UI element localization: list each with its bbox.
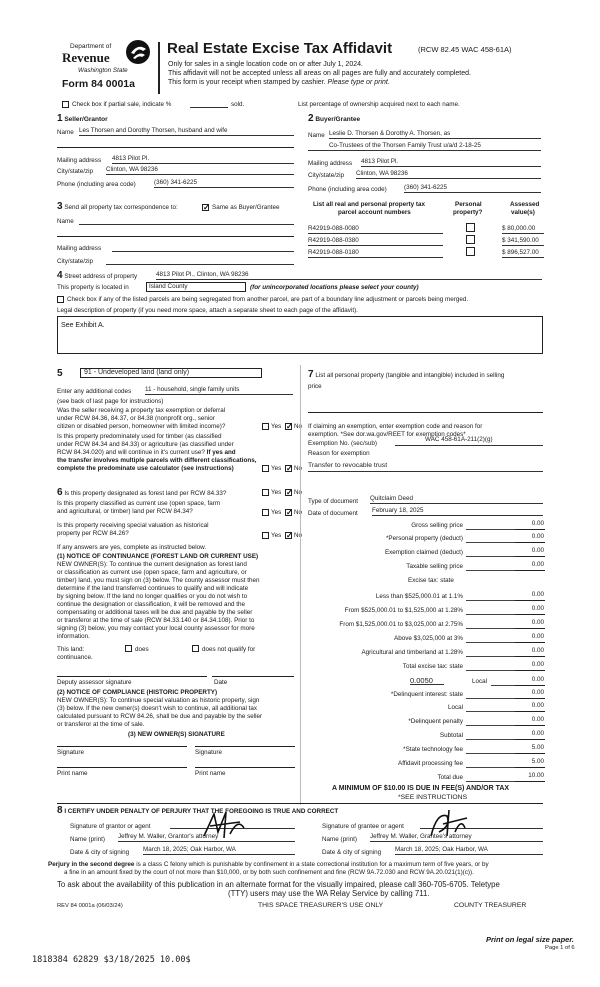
section-7-number: 7	[308, 369, 314, 380]
exemption-q-3: citizen or disabled person, homeowner with limited income)?	[57, 423, 226, 430]
local-tax-underline	[515, 685, 545, 686]
excise-row-label: From $525,000.01 to $1,525,000 at 1.28%	[344, 607, 463, 614]
seller-city-field[interactable]: Clinton, WA 98236	[106, 166, 294, 175]
sec7-text-1: List all personal property (tangible and intangible) included in selling	[315, 372, 505, 379]
local-rate-field[interactable]: 0.0050	[410, 676, 444, 685]
sec7-text-2: price	[308, 383, 322, 390]
street-label: Street address of property	[64, 273, 138, 280]
excise-row-label: Total excise tax: state	[402, 663, 463, 670]
excise-row-label: Agricultural and timberland at 1.28%	[361, 649, 463, 656]
buyer-phone-label: Phone (including area code)	[308, 186, 387, 193]
parcel-value-field[interactable]: $ 341,590.00	[502, 237, 544, 246]
deputy-sig-label: Deputy assessor signature	[57, 679, 132, 686]
subtitle-3-text: This form is your receipt when stamped by cashier.	[168, 79, 326, 86]
uninc-note: (for unincorporated locations please select your county)	[250, 284, 419, 291]
seller-name-field[interactable]: Les Thorsen and Dorothy Thorsen, husband and wife	[79, 127, 294, 136]
exemption-no-checkbox[interactable]	[285, 423, 292, 430]
timber-yes-label: Yes	[271, 465, 282, 472]
deputy-date-line	[212, 676, 294, 677]
fee-row-label: *State technology fee	[403, 746, 463, 753]
excise-row-value[interactable]: 0.00	[531, 647, 544, 654]
notice-1-line: or classification as current use (open space, farm and agriculture, or	[57, 569, 247, 576]
tax-row-label: Exemption claimed (deduct)	[384, 549, 463, 556]
fee-row-underline	[515, 753, 545, 754]
legal-desc-value: See Exhibit A.	[61, 322, 105, 329]
subtitle-2: This affidavit will not be accepted unless all areas on all pages are fully and accurately completed.	[168, 70, 471, 77]
local-rate-label: Local	[472, 678, 488, 685]
doc-type-label: Type of document	[308, 498, 359, 505]
buyer-city-label: City/state/zip	[308, 172, 345, 179]
current-use-q-1: Is this property classified as current use (open space, farm	[57, 500, 221, 507]
tax-row-leader	[466, 542, 516, 543]
see-instructions: *SEE INSTRUCTIONS	[398, 794, 468, 801]
subtitle-1: Only for sales in a single location code on or after July 1, 2024.	[168, 61, 363, 68]
form-title: Real Estate Excise Tax Affidavit	[167, 40, 393, 57]
fee-row-leader	[466, 753, 516, 754]
section-1-number: 1	[57, 113, 63, 124]
parcel-number-field[interactable]: R42919-088-0080	[308, 225, 443, 234]
partial-sale-label: Check box if partial sale, indicate %	[72, 101, 172, 108]
grantor-name-label: Name (print)	[70, 836, 105, 843]
treasurer-use: THIS SPACE TREASURER'S USE ONLY	[258, 902, 384, 909]
notice-2-line: or transferor at the time of sale.	[57, 721, 145, 728]
owner-sig-line-1	[57, 746, 187, 747]
tax-row-leader	[466, 556, 516, 557]
seller-name-line-2	[57, 147, 294, 148]
grantee-sig-label: Signature of grantee or agent	[322, 823, 404, 830]
rev-number: REV 84 0001a (06/03/24)	[57, 903, 123, 909]
land-does-not-checkbox[interactable]	[192, 645, 199, 652]
grantor-date-field[interactable]: March 18, 2025; Oak Harbor, WA	[143, 846, 295, 855]
owner-sig-line-2	[195, 746, 295, 747]
partial-percent-field[interactable]	[190, 101, 228, 108]
tax-row-underline	[515, 570, 545, 571]
tax-row-value[interactable]: 0.00	[531, 533, 544, 540]
exemption-no-label: No	[294, 423, 303, 430]
fee-row-leader	[466, 767, 516, 768]
form-number: Form 84 0001a	[62, 78, 135, 90]
excise-row-leader	[466, 614, 516, 615]
parcel-personal-checkbox[interactable]	[466, 235, 475, 244]
tax-row-value[interactable]: 0.00	[531, 520, 544, 527]
timber-no-checkbox[interactable]	[285, 465, 292, 472]
owner-print-label-1: Print name	[57, 770, 88, 777]
seller-mail-label: Mailing address	[57, 157, 102, 164]
column-divider	[300, 365, 301, 805]
owner-sig-label-2: Signature	[195, 749, 222, 756]
tax-row-label: Gross selling price	[411, 522, 463, 529]
notice-2-line: calculated pursuant to RCW 84.26, shall be due and payable by the seller	[57, 713, 263, 720]
located-label: This property is located in	[57, 284, 129, 291]
notice-1-line: or transferor at the time of sale (RCW 84.33.140 or 84.34.108). Prior to	[57, 617, 255, 624]
section-8-number: 8	[57, 805, 63, 816]
exempt-text-2: exemption. *See dor.wa.gov/REET for exemption codes*	[308, 431, 466, 438]
fee-row-underline	[515, 725, 545, 726]
current-use-no-label: No	[294, 509, 303, 516]
fee-row-value[interactable]: 0.00	[531, 689, 544, 696]
notice-1-line: by signing below. If the land no longer qualifies or you do not wish to	[57, 593, 248, 600]
timber-q-4: the transfer involves multiple parcels with different classifications,	[57, 457, 257, 464]
notice-1-line: determine if the land transferred continues to qualify and will indicate	[57, 585, 249, 592]
tax-row-leader	[466, 529, 516, 530]
grantee-date-field[interactable]: March 18, 2025; Oak Harbor, WA	[395, 846, 543, 855]
excise-row-underline	[515, 614, 545, 615]
personal-property-line	[308, 412, 543, 413]
grantee-date-label: Date & city of signing	[322, 849, 382, 856]
excise-row-value[interactable]: 0.00	[531, 591, 544, 598]
exemption-yes-checkbox[interactable]	[262, 423, 269, 430]
same-as-buyer-label: Same as Buyer/Grantee	[212, 204, 280, 211]
page-number: Page 1 of 6	[545, 945, 575, 951]
fee-row-underline	[515, 767, 545, 768]
alt-format-1: To ask about the availability of this publication in an alternate format for the visually impaired, please call 360-705-6705. Teletype	[57, 880, 500, 889]
segregated-label: Check box if any of the listed parcels are being segregated from another parcel, are part of a boundary line adjustment or parcels being merged.	[67, 296, 469, 303]
legal-size-note: Print on legal size paper.	[486, 935, 574, 944]
perjury-bold: Perjury in the second degree	[48, 861, 135, 868]
historic-yes-label: Yes	[271, 532, 282, 539]
forest-yes-label: Yes	[271, 489, 282, 496]
buyer-mail-label: Mailing address	[308, 160, 353, 167]
street-address-field[interactable]: 4813 Pilot Pl., Clinton, WA 98236	[156, 271, 542, 280]
forest-yes-checkbox[interactable]	[262, 489, 269, 496]
excise-row-label: Less than $525,000.01 at 1.1%	[375, 593, 463, 600]
excise-row-label: From $1,525,000.01 to $3,025,000 at 2.75%	[339, 621, 463, 628]
historic-no-checkbox[interactable]	[285, 532, 292, 539]
sec8-certify	[57, 805, 338, 816]
excise-row-underline	[515, 670, 545, 671]
forest-no-checkbox[interactable]	[285, 489, 292, 496]
buyer-phone-field[interactable]: (360) 341-6225	[404, 184, 541, 193]
continuance-label: continuance.	[57, 654, 93, 661]
fee-row-underline	[515, 739, 545, 740]
grantor-sig-label: Signature of grantor or agent	[70, 823, 151, 830]
notice-1-title: (1) NOTICE OF CONTINUANCE (FOREST LAND OR CURRENT USE)	[57, 553, 259, 560]
notice-1-line: signing (3) below, you may contact your local county assessor for more	[57, 625, 255, 632]
sec6-q1	[57, 487, 226, 498]
current-use-yes-checkbox[interactable]	[262, 509, 269, 516]
tax-row-leader	[466, 570, 516, 571]
tax-row-underline	[515, 542, 545, 543]
buyer-name-field-2[interactable]: Co-Trustees of the Thorsen Family Trust u/a/d 2-18-25	[308, 142, 541, 151]
section-4-number: 4	[57, 270, 63, 281]
revenue-logo-icon	[125, 39, 151, 65]
sec3-heading	[57, 201, 178, 212]
dept-of-text: Department of	[70, 43, 112, 50]
fee-row-value[interactable]: 5.00	[531, 744, 544, 751]
fee-row-value[interactable]: 5.00	[531, 758, 544, 765]
header-divider	[158, 42, 160, 94]
parcels-header-3a: Assessed	[510, 201, 540, 208]
state-text: Washington State	[78, 67, 128, 74]
seller-heading	[57, 113, 108, 124]
minimum-note: A MINIMUM OF $10.00 IS DUE IN FEE(S) AND/OR TAX	[332, 785, 510, 792]
historic-yes-checkbox[interactable]	[262, 532, 269, 539]
deputy-date-label: Date	[214, 679, 228, 686]
historic-q-2: property per RCW 84.26?	[57, 530, 129, 537]
parcel-personal-checkbox[interactable]	[466, 247, 475, 256]
excise-row-underline	[515, 628, 545, 629]
seller-mail-field[interactable]: 4813 Pilot Pl.	[112, 155, 294, 164]
doc-date-field[interactable]: February 18, 2025	[372, 507, 543, 516]
grantee-name-label: Name (print)	[322, 836, 357, 843]
fee-row-leader	[466, 781, 516, 782]
parcel-value-field[interactable]: $ 896,527.00	[502, 249, 544, 258]
tax-row-underline	[515, 556, 545, 557]
ownership-note: List percentage of ownership acquired next to each name.	[298, 101, 460, 108]
fee-row-underline	[515, 698, 545, 699]
sec3-text: Send all property tax correspondence to:	[64, 204, 178, 211]
certify-text: I CERTIFY UNDER PENALTY OF PERJURY THAT THE FOREGOING IS TRUE AND CORRECT	[64, 808, 339, 815]
buyer-heading	[308, 113, 360, 124]
owner-sig-label-1: Signature	[57, 749, 84, 756]
this-land-label: This land:	[57, 646, 85, 653]
fee-row-value[interactable]: 0.00	[531, 716, 544, 723]
fee-row-value[interactable]: 10.00	[528, 772, 544, 779]
exempt-no-label: Exemption No. (sec/sub)	[308, 440, 377, 447]
forest-no-label: No	[294, 489, 303, 496]
see-back-note: (see back of last page for instructions)	[57, 398, 164, 405]
same-as-buyer-checkbox[interactable]	[202, 204, 209, 211]
parcels-header-2b: property?	[453, 209, 483, 216]
exempt-text-1: If claiming an exemption, enter exemption code and reason for	[308, 423, 483, 430]
seller-phone-label: Phone (including area code)	[57, 181, 136, 188]
sec3-mail-label: Mailing address	[57, 245, 102, 252]
legal-desc-field[interactable]	[57, 316, 543, 354]
parcels-header-1b: parcel account numbers	[338, 209, 411, 216]
buyer-heading-text: Buyer/Grantee	[315, 116, 361, 123]
county-treasurer: COUNTY TREASURER	[454, 902, 527, 909]
excise-row-underline	[515, 600, 545, 601]
timber-yes-checkbox[interactable]	[262, 465, 269, 472]
sec3-city-label: City/state/zip	[57, 258, 94, 265]
land-does-checkbox[interactable]	[125, 645, 132, 652]
excise-row-value[interactable]: 0.00	[531, 661, 544, 668]
section-3-number: 3	[57, 201, 63, 212]
sec3-city-field[interactable]	[106, 256, 294, 265]
addl-codes-field[interactable]: 11 - household, single family units	[145, 386, 293, 395]
alt-format-2: (TTY) users may use the WA Relay Service by calling 711.	[228, 889, 430, 898]
local-leader	[491, 685, 516, 686]
timber-no-label: No	[294, 465, 303, 472]
sec7-text	[308, 369, 504, 380]
excise-tax-label: Excise tax: state	[408, 577, 454, 584]
current-use-yes-label: Yes	[271, 509, 282, 516]
buyer-name-label: Name	[308, 132, 325, 139]
tax-row-label: Taxable selling price	[406, 563, 463, 570]
seller-city-label: City/state/zip	[57, 168, 94, 175]
notice-2-line: NEW OWNER(S): To continue special valuation as historic property, sign	[57, 697, 260, 704]
excise-row-value[interactable]: 0.00	[531, 605, 544, 612]
form-rcw: (RCW 82.45 WAC 458-61A)	[418, 45, 512, 54]
local-tax-value[interactable]: 0.00	[531, 676, 544, 683]
sec3-mail-field[interactable]	[112, 243, 294, 252]
buyer-city-field[interactable]: Clinton, WA 98236	[356, 170, 541, 179]
segregated-checkbox[interactable]	[57, 296, 64, 303]
grantor-signature	[200, 808, 250, 848]
seller-phone-field[interactable]: (360) 341-6225	[154, 179, 294, 188]
forest-q-text: Is this property designated as forest land per RCW 84.33?	[64, 490, 227, 497]
excise-row-leader	[466, 656, 516, 657]
notice-1-line: NEW OWNER(S): To continue the current designation as forest land	[57, 561, 247, 568]
doc-date-label: Date of document	[308, 510, 358, 517]
fee-row-label: Local	[447, 704, 463, 711]
new-owner-sig-title: (3) NEW OWNER(S) SIGNATURE	[128, 731, 225, 738]
fee-row-underline	[515, 711, 545, 712]
excise-row-leader	[466, 628, 516, 629]
parcel-number-field[interactable]: R42919-088-0380	[308, 237, 443, 246]
excise-row-label: Above $3,025,000 at 3%	[394, 635, 463, 642]
reason-label: Reason for exemption	[308, 450, 370, 457]
tax-row-value[interactable]: 0.00	[531, 561, 544, 568]
timber-q-3	[57, 449, 236, 456]
historic-q-1: Is this property receiving special valuation as historical	[57, 522, 209, 529]
parcel-value-field[interactable]: $ 80,000.00	[502, 225, 544, 234]
recording-stamp: 1818384 62829 $3/18/2025 10.00$	[32, 955, 191, 965]
tax-row-underline	[515, 529, 545, 530]
section-2-number: 2	[308, 113, 314, 124]
parcel-personal-checkbox[interactable]	[466, 223, 475, 232]
current-use-q-2: and agricultural, or timber) land per RCW 84.34?	[57, 508, 193, 515]
timber-q-5: complete the predominate use calculator (see instructions)	[57, 465, 234, 472]
fee-row-label: *Delinquent interest: state	[390, 691, 463, 698]
section-5-number: 5	[57, 368, 63, 379]
excise-row-underline	[515, 642, 545, 643]
fee-row-value[interactable]: 0.00	[531, 730, 544, 737]
fee-row-leader	[466, 739, 516, 740]
land-does-label: does	[135, 646, 149, 653]
section-6-number: 6	[57, 487, 63, 498]
deputy-sig-line	[57, 676, 207, 677]
parcel-number-field[interactable]: R42919-088-0180	[308, 249, 443, 258]
parcels-header-1a: List all real and personal property tax	[313, 201, 425, 208]
fee-row-underline	[515, 781, 545, 782]
excise-row-leader	[466, 600, 516, 601]
revenue-logo-text: Revenue	[62, 50, 110, 65]
timber-q-2: under RCW 84.34 and 84.33) or agriculture (as classified under	[57, 441, 234, 448]
timber-q-3-text: RCW 84.34.020) and will continue in it's current use?	[57, 449, 205, 456]
county-select[interactable]: Island County	[146, 282, 246, 292]
fee-row-label: Affidavit processing fee	[398, 760, 463, 767]
fee-row-leader	[466, 698, 516, 699]
perjury-text-1: is a class C felony which is punishable by confinement in a state correctional institution for a maximum term of five years, or by	[136, 861, 489, 868]
grantor-name-field[interactable]: Jeffrey M. Waller, Grantor's attorney	[118, 833, 295, 842]
parcels-header-2a: Personal	[455, 201, 482, 208]
legal-desc-label: Legal description of property (if you need more space, attach a separate sheet to each page of the affidavit).	[57, 307, 358, 314]
notice-1-line: continue the designation or classification, it will be removed and the	[57, 601, 245, 608]
fee-row-leader	[466, 725, 516, 726]
sec3-name-label: Name	[57, 218, 74, 225]
timber-q-1: Is this property predominately used for timber (as classified	[57, 433, 222, 440]
sec3-name-line-2	[57, 236, 294, 237]
fee-row-label: *Delinquent penalty	[408, 718, 463, 725]
owner-print-line-2	[195, 767, 295, 768]
fee-row-value[interactable]: 0.00	[531, 702, 544, 709]
partial-sale-checkbox[interactable]	[62, 101, 69, 108]
excise-row-leader	[466, 670, 516, 671]
addl-codes-label: Enter any additional codes	[57, 388, 132, 395]
perjury-line-2: a fine in an amount fixed by the court of not more than $10,000, or by both such confinement and fine (RCW 9A.72.030 and RCW 9A.20.021(1)(c)).	[64, 869, 474, 876]
seller-heading-text: Seller/Grantor	[64, 116, 108, 123]
buyer-mail-field[interactable]: 4813 Pilot Pl.	[361, 158, 541, 167]
fee-row-label: Subtotal	[439, 732, 463, 739]
buyer-name-field-1[interactable]: Leslie D. Thorsen & Dorothy A. Thorsen, as	[329, 130, 541, 139]
timber-q-3-bold: If yes and	[206, 449, 236, 456]
seller-name-label: Name	[57, 129, 74, 136]
if-yes-note: If any answers are yes, complete as instructed below.	[57, 544, 207, 551]
notice-2-line: (3) below. If the new owner(s) doesn't wish to continue, all additional tax	[57, 705, 258, 712]
reason-field[interactable]: Transfer to revocable trust	[308, 462, 543, 472]
exempt-no-field[interactable]: WAC 458-61A-211(2)(g)	[395, 436, 543, 446]
land-does-not-label: does not qualify for	[202, 646, 256, 653]
subtitle-3-emph: Please type or print.	[327, 79, 390, 86]
exemption-q-1: Was the seller receiving a property tax exemption or deferral	[57, 407, 226, 414]
owner-print-line-1	[57, 767, 187, 768]
notice-1-line: timber) land, you must sign on (3) below. The county assessor must then	[57, 577, 260, 584]
grantor-date-label: Date & city of signing	[70, 849, 130, 856]
notice-2-title: (2) NOTICE OF COMPLIANCE (HISTORIC PROPERTY)	[57, 689, 218, 696]
excise-row-value[interactable]: 0.00	[531, 633, 544, 640]
partial-sold-label: sold.	[231, 101, 245, 108]
exemption-yes-label: Yes	[271, 423, 282, 430]
tax-row-value[interactable]: 0.00	[531, 547, 544, 554]
exemption-q-2: under RCW 84.36, 84.37, or 84.38 (nonprofit org., senior	[57, 415, 215, 422]
owner-print-label-2: Print name	[195, 770, 226, 777]
property-use-select[interactable]: 91 - Undeveloped land (land only)	[80, 368, 262, 378]
notice-1-line: information.	[57, 633, 90, 640]
sec4-street	[57, 270, 137, 281]
parcels-header-3b: value(s)	[511, 209, 535, 216]
sec3-name-field[interactable]	[79, 216, 294, 225]
historic-no-label: No	[294, 532, 303, 539]
sec8-top-rule	[57, 803, 543, 804]
notice-1-line: compensating or additional taxes will be due and payable by the seller	[57, 609, 253, 616]
perjury-line-1	[48, 861, 489, 868]
excise-row-leader	[466, 642, 516, 643]
excise-row-value[interactable]: 0.00	[531, 619, 544, 626]
tax-row-label: *Personal property (deduct)	[385, 535, 463, 542]
doc-type-field[interactable]: Quitclaim Deed	[370, 495, 543, 504]
excise-row-underline	[515, 656, 545, 657]
subtitle-3	[168, 79, 390, 86]
fee-row-label: Total due	[437, 774, 463, 781]
grantee-name-field[interactable]: Jeffrey M. Waller, Grantee's attorney	[370, 833, 543, 842]
current-use-no-checkbox[interactable]	[285, 509, 292, 516]
fee-row-leader	[466, 711, 516, 712]
